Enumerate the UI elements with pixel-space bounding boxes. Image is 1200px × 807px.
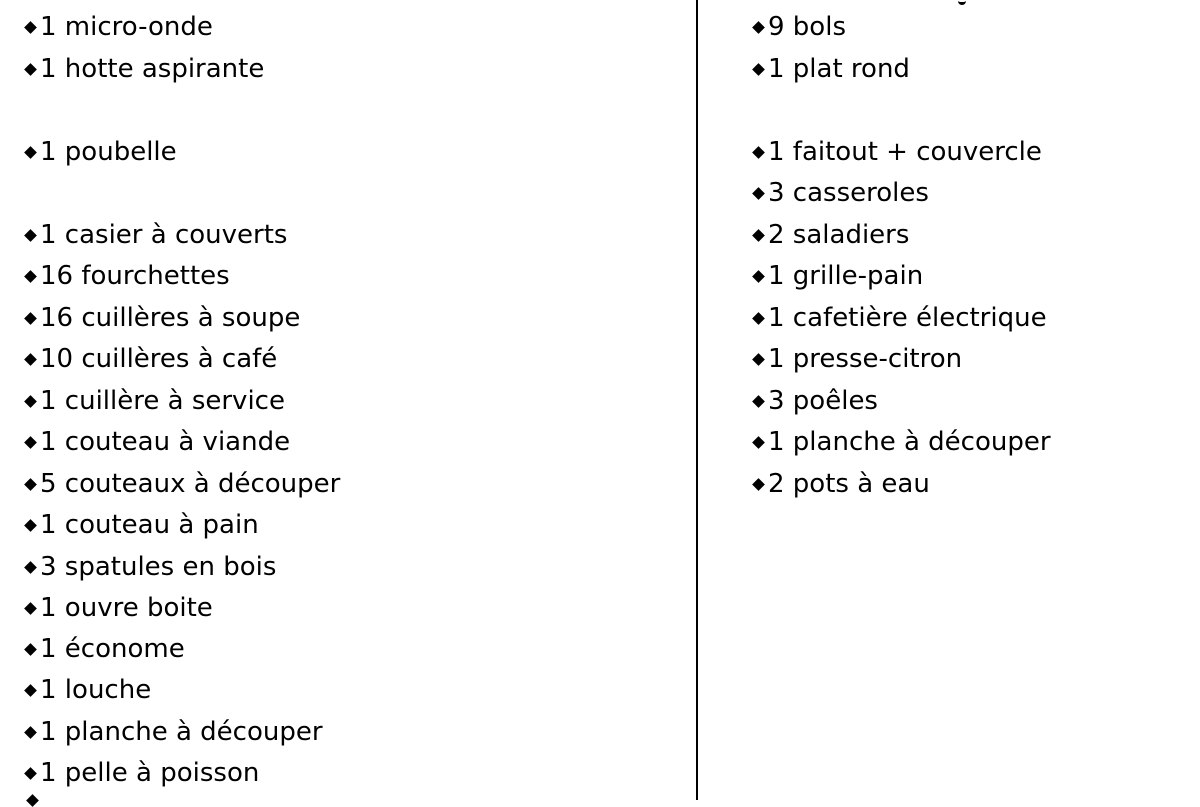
diamond-bullet-icon — [752, 353, 765, 366]
list-item: 1 casier à couverts — [26, 219, 287, 251]
diamond-bullet-icon — [24, 270, 37, 283]
list-item: 1 économe — [26, 633, 185, 665]
diamond-bullet-icon — [752, 187, 765, 200]
diamond-bullet-icon — [752, 312, 765, 325]
list-item: 1 ouvre boite — [26, 592, 213, 624]
diamond-bullet-icon — [24, 63, 37, 76]
list-item: 2 pots à eau — [754, 468, 930, 500]
list-item: 1 louche — [26, 674, 151, 706]
diamond-bullet-icon — [752, 229, 765, 242]
diamond-bullet-icon — [24, 395, 37, 408]
list-item: 1 poubelle — [26, 136, 177, 168]
list-item: 1 presse-citron — [754, 343, 962, 375]
diamond-bullet-icon — [24, 478, 37, 491]
diamond-bullet-icon — [24, 684, 37, 697]
list-item: 1 plat rond — [754, 53, 910, 85]
list-item: 1 micro-onde — [26, 11, 213, 43]
list-item: 1 planche à découper — [754, 426, 1051, 458]
diamond-bullet-icon — [24, 726, 37, 739]
diamond-bullet-icon — [752, 63, 765, 76]
list-item: 10 cuillères à café — [26, 343, 277, 375]
column-divider — [696, 0, 698, 800]
list-item: 1 pelle à poisson — [26, 757, 259, 789]
list-item: 3 poêles — [754, 385, 878, 417]
diamond-bullet-icon — [24, 146, 37, 159]
diamond-bullet-icon — [752, 270, 765, 283]
diamond-bullet-icon — [752, 395, 765, 408]
diamond-bullet-icon — [24, 602, 37, 615]
diamond-bullet-icon — [24, 767, 37, 780]
list-item: 16 cuillères à soupe — [26, 302, 300, 334]
list-item: 1 cuillère à service — [26, 385, 285, 417]
diamond-bullet-icon — [24, 436, 37, 449]
diamond-bullet-icon — [24, 561, 37, 574]
list-item: 1 grille-pain — [754, 260, 923, 292]
diamond-bullet-icon — [24, 643, 37, 656]
diamond-bullet-icon — [752, 436, 765, 449]
diamond-bullet-icon — [752, 146, 765, 159]
list-item: 1 couteau à viande — [26, 426, 290, 458]
list-item: 5 couteaux à découper — [26, 468, 340, 500]
diamond-bullet-icon — [24, 353, 37, 366]
list-item: 2 saladiers — [754, 219, 909, 251]
list-item: 1 cafetière électrique — [754, 302, 1047, 334]
list-item: 3 spatules en bois — [26, 551, 276, 583]
list-item: 1 faitout + couvercle — [754, 136, 1042, 168]
diamond-bullet-icon — [24, 519, 37, 532]
list-item: 1 couteau à pain — [26, 509, 259, 541]
cropped-text-fragment — [958, 0, 966, 5]
list-item: 1 planche à découper — [26, 716, 323, 748]
list-item: 3 casseroles — [754, 177, 929, 209]
diamond-bullet-icon — [752, 478, 765, 491]
diamond-bullet-icon — [26, 794, 39, 807]
diamond-bullet-icon — [24, 21, 37, 34]
list-item: 1 hotte aspirante — [26, 53, 264, 85]
list-item: 16 fourchettes — [26, 260, 230, 292]
diamond-bullet-icon — [24, 312, 37, 325]
diamond-bullet-icon — [24, 229, 37, 242]
list-item: 9 bols — [754, 11, 846, 43]
diamond-bullet-icon — [752, 21, 765, 34]
